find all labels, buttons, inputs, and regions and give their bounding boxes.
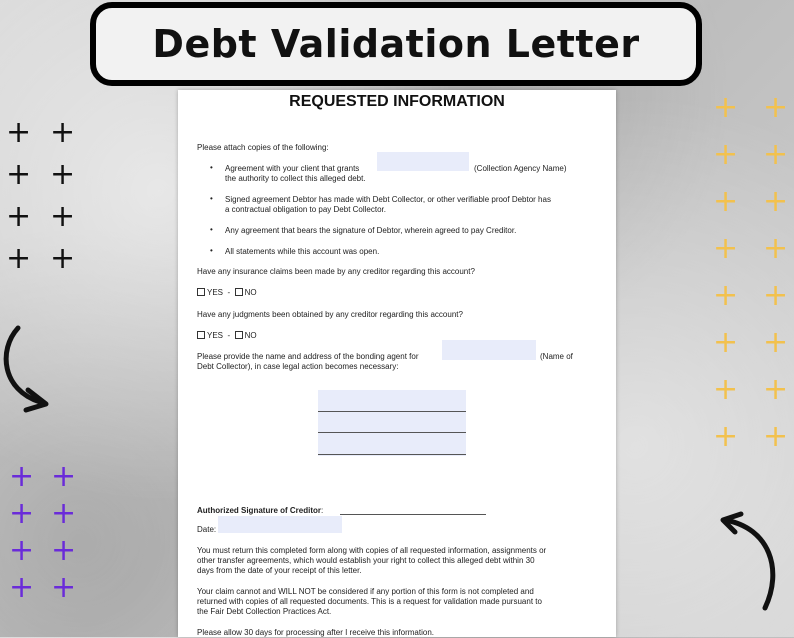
- plus-icon: +: [763, 90, 789, 125]
- plus-icon: +: [50, 241, 76, 276]
- title-banner: [90, 2, 702, 86]
- plus-icon: +: [6, 157, 32, 192]
- paragraph-2-line-1: Your claim cannot and WILL NOT be considered if any portion of this form is not completed and: [197, 587, 534, 596]
- yes-label: YES: [207, 331, 224, 340]
- option-separator: -: [227, 288, 231, 297]
- date-label: Date:: [197, 525, 217, 534]
- bullet-1-text: Agreement with your client that grants: [225, 164, 360, 173]
- plus-icon: +: [51, 570, 77, 605]
- bonding-agent-address-field[interactable]: [318, 390, 466, 456]
- no-label: NO: [244, 288, 257, 297]
- plus-icon: +: [763, 137, 789, 172]
- plus-icon: +: [763, 184, 789, 219]
- option-separator: -: [227, 331, 231, 340]
- bullet-3-text: Any agreement that bears the signature of Debtor, wherein agreed to pay Creditor.: [225, 226, 517, 235]
- letter-page: [178, 90, 616, 637]
- plus-icon: +: [763, 231, 789, 266]
- curved-arrow-right-icon: [715, 510, 785, 615]
- plus-icon: +: [713, 325, 739, 360]
- plus-icon: +: [50, 157, 76, 192]
- yes-checkbox[interactable]: [197, 288, 205, 296]
- address-line: [318, 454, 466, 455]
- agency-name-field[interactable]: [377, 152, 469, 171]
- plus-icon: +: [6, 241, 32, 276]
- plus-icon: +: [713, 372, 739, 407]
- plus-icon: +: [9, 570, 35, 605]
- date-field[interactable]: [218, 516, 342, 533]
- insurance-question: Have any insurance claims been made by any creditor regarding this account?: [197, 267, 475, 276]
- no-checkbox[interactable]: [235, 288, 243, 296]
- paragraph-2-line-3: the Fair Debt Collection Practices Act.: [197, 607, 332, 616]
- plus-icon: +: [763, 325, 789, 360]
- plus-icon: +: [51, 496, 77, 531]
- plus-icon: +: [9, 496, 35, 531]
- plus-icon: +: [763, 419, 789, 454]
- bullet-icon: •: [210, 163, 213, 172]
- signature-label: Authorized Signature of Creditor:: [197, 506, 324, 515]
- plus-icon: +: [6, 199, 32, 234]
- bullet-2-cont: a contractual obligation to pay Debt Collector.: [225, 205, 386, 214]
- intro-text: Please attach copies of the following:: [197, 143, 329, 152]
- plus-icon: +: [713, 90, 739, 125]
- judgments-options: [197, 331, 257, 341]
- yes-label: YES: [207, 288, 224, 297]
- debt-collector-name-field[interactable]: [442, 340, 536, 360]
- bonding-suffix: (Name of: [540, 352, 573, 361]
- plus-icon: +: [713, 419, 739, 454]
- plus-icon: +: [9, 533, 35, 568]
- plus-icon: +: [9, 459, 35, 494]
- curved-arrow-left-icon: [0, 320, 60, 415]
- no-checkbox[interactable]: [235, 331, 243, 339]
- address-line: [318, 432, 466, 433]
- bullet-4-text: All statements while this account was open.: [225, 247, 380, 256]
- paragraph-2-line-2: returned with copies of all requested documents. This is a request for validation made pursuant to: [197, 597, 542, 606]
- plus-icon: +: [50, 199, 76, 234]
- bullet-icon: •: [210, 225, 213, 234]
- signature-line[interactable]: [340, 514, 486, 515]
- paragraph-1-line-2: other transfer agreements, which would establish your right to collect this alleged debt within 30: [197, 556, 535, 565]
- judgments-question: Have any judgments been obtained by any creditor regarding this account?: [197, 310, 463, 319]
- plus-icon: +: [763, 372, 789, 407]
- bullet-1-cont: the authority to collect this alleged debt.: [225, 174, 366, 183]
- document-heading: REQUESTED INFORMATION: [289, 93, 505, 110]
- plus-icon: +: [713, 231, 739, 266]
- bullet-icon: •: [210, 194, 213, 203]
- bullet-1-suffix: (Collection Agency Name): [474, 164, 567, 173]
- bullet-icon: •: [210, 246, 213, 255]
- bonding-cont: Debt Collector), in case legal action becomes necessary:: [197, 362, 399, 371]
- address-line: [318, 411, 466, 412]
- plus-icon: +: [6, 115, 32, 150]
- banner-title: Debt Validation Letter: [152, 22, 640, 66]
- plus-icon: +: [51, 459, 77, 494]
- plus-icon: +: [763, 278, 789, 313]
- yes-checkbox[interactable]: [197, 331, 205, 339]
- plus-icon: +: [50, 115, 76, 150]
- no-label: NO: [244, 331, 257, 340]
- bonding-text: Please provide the name and address of the bonding agent for: [197, 352, 419, 361]
- plus-icon: +: [713, 278, 739, 313]
- paragraph-1-line-1: You must return this completed form along with copies of all requested information, assignments or: [197, 546, 547, 555]
- plus-icon: +: [713, 184, 739, 219]
- insurance-options: [197, 288, 257, 298]
- plus-icon: +: [713, 137, 739, 172]
- paragraph-1-line-3: days from the date of your receipt of this letter.: [197, 566, 362, 575]
- paragraph-3: Please allow 30 days for processing after I receive this information.: [197, 628, 435, 637]
- bullet-2-text: Signed agreement Debtor has made with Debt Collector, or other verifiable proof Debtor has: [225, 195, 551, 204]
- plus-icon: +: [51, 533, 77, 568]
